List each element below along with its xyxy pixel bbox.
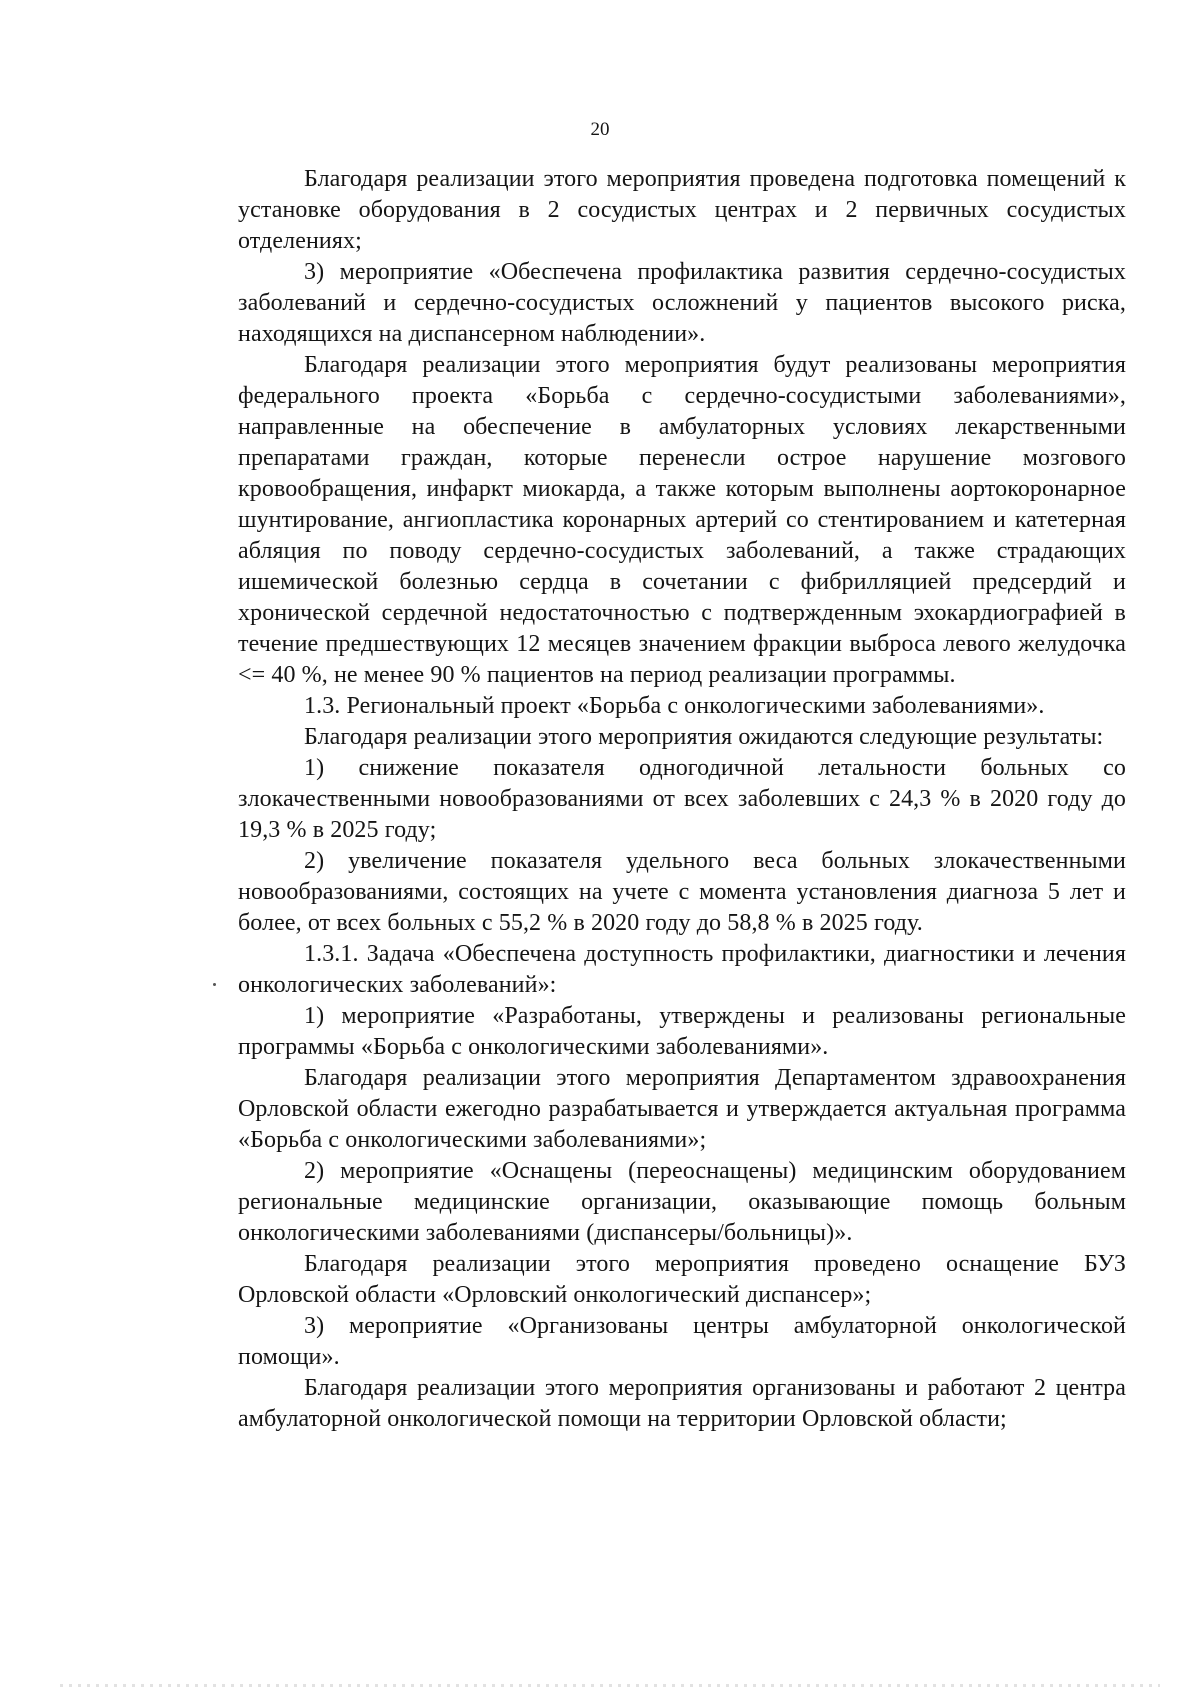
paragraph-task-1-3-1: 1.3.1. Задача «Обеспечена доступность профилактики, диагностики и лечения онкологических заболеваний»: bbox=[238, 941, 1126, 998]
paragraph-regional-project-oncology: 1.3. Региональный проект «Борьба с онкологическими заболеваниями». bbox=[304, 693, 1045, 719]
paragraph-measure-cardiovascular-prevention: 3) мероприятие «Обеспечена профилактика развития сердечно-сосудистых заболеваний и сердечно-сосудистых осложнений у пациентов высокого риска, находящихся на диспансерном наблюдении». bbox=[238, 259, 1126, 347]
paragraph-outpatient-centers-result: Благодаря реализации этого мероприятия организованы и работают 2 центра амбулаторной онкологической помощи на территории Орловской области; bbox=[238, 1375, 1126, 1432]
paragraph-result-mortality-reduction: 1) снижение показателя одногодичной летальности больных со злокачественными новообразованиями от всех заболевших с 24,3 % в 2020 году до 19,3 % в 2025 году; bbox=[238, 755, 1126, 843]
paragraph-result-registered-patients: 2) увеличение показателя удельного веса больных злокачественными новообразованиями, состоящих на учете с момента установления диагноза 5 лет и более, от всех больных с 55,2 % в 2020 году до 58,8 % в 2025 году. bbox=[238, 848, 1126, 936]
paragraph-expected-results: Благодаря реализации этого мероприятия ожидаются следующие результаты: bbox=[304, 724, 1104, 750]
scan-speck bbox=[213, 983, 216, 986]
scan-bottom-edge bbox=[60, 1684, 1160, 1687]
paragraph-department-program: Благодаря реализации этого мероприятия Департаментом здравоохранения Орловской области ежегодно разрабатывается и утверждается актуальная программа «Борьба с онкологическими заболеваниями»; bbox=[238, 1065, 1126, 1153]
page-number: 20 bbox=[590, 119, 610, 140]
paragraph-measure-equipment: 2) мероприятие «Оснащены (переоснащены) медицинским оборудованием региональные медицинские организации, оказывающие помощь больным онкологическими заболеваниями (диспансеры/больницы)». bbox=[238, 1158, 1126, 1246]
paragraph-measure-regional-programs: 1) мероприятие «Разработаны, утверждены и реализованы региональные программы «Борьба с онкологическими заболеваниями». bbox=[238, 1003, 1126, 1060]
document-body bbox=[238, 164, 1126, 1435]
paragraph-vascular-centers-result: Благодаря реализации этого мероприятия проведена подготовка помещений к установке оборудования в 2 сосудистых центрах и 2 первичных сосудистых отделениях; bbox=[238, 166, 1126, 254]
paragraph-measure-outpatient-centers: 3) мероприятие «Организованы центры амбулаторной онкологической помощи». bbox=[238, 1313, 1126, 1370]
paragraph-federal-project-medications: Благодаря реализации этого мероприятия будут реализованы мероприятия федерального проекта «Борьба с сердечно-сосудистыми заболеваниями», направленные на обеспечение в амбулаторных условиях лекарственными препаратами граждан, которые перенесли острое нарушение мозгового кровообращения, инфаркт миокарда, а также которым выполнены аортокоронарное шунтирование, ангиопластика коронарных артерий со стентированием и катетерная абляция по поводу сердечно-сосудистых заболеваний, а также страдающих ишемической болезнью сердца в сочетании с фибрилляцией предсердий и хронической сердечной недостаточностью с подтвержденным эхокардиографией в течение предшествующих 12 месяцев значением фракции выброса левого желудочка <= 40 %, не менее 90 % пациентов на период реализации программы. bbox=[238, 352, 1126, 688]
paragraph-oncology-dispensary-equipped: Благодаря реализации этого мероприятия проведено оснащение БУЗ Орловской области «Орловский онкологический диспансер»; bbox=[238, 1251, 1126, 1308]
